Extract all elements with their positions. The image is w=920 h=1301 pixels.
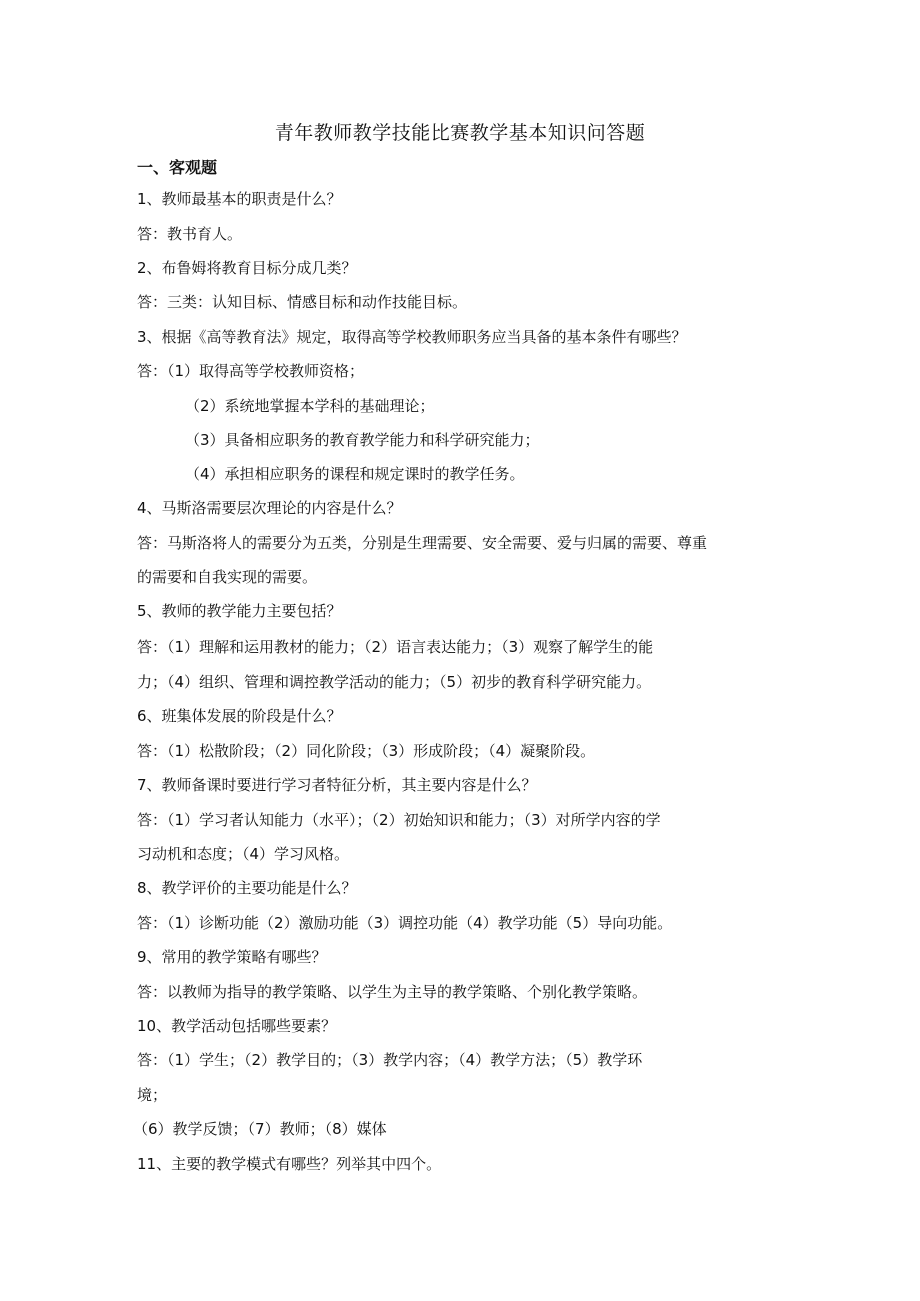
answer-5-line-2: 力；（4）组织、管理和调控教学活动的能力；（5）初步的教育科学研究能力。 [137, 673, 652, 691]
answer-2: 答：三类：认知目标、情感目标和动作技能目标。 [137, 293, 468, 311]
answer-1: 答：教书育人。 [137, 225, 243, 243]
answer-4-line-2: 的需要和自我实现的需要。 [137, 568, 318, 586]
question-4: 4、马斯洛需要层次理论的内容是什么？ [137, 499, 402, 517]
answer-3-item-3: （3）具备相应职务的教育教学能力和科学研究能力； [185, 431, 540, 449]
answer-10-line-1: 答：（1）学生；（2）教学目的；（3）教学内容；（4）教学方法；（5）教学环 [137, 1051, 643, 1069]
answer-5-line-1: 答：（1）理解和运用教材的能力；（2）语言表达能力；（3）观察了解学生的能 [137, 638, 654, 656]
answer-3-item-1: 答：（1）取得高等学校教师资格； [137, 362, 365, 380]
answer-9: 答：以教师为指导的教学策略、以学生为主导的教学策略、个别化教学策略。 [137, 983, 648, 1001]
answer-6: 答：（1）松散阶段；（2）同化阶段；（3）形成阶段；（4）凝聚阶段。 [137, 742, 596, 760]
question-10: 10、教学活动包括哪些要素？ [137, 1017, 337, 1035]
question-3: 3、根据《高等教育法》规定，取得高等学校教师职务应当具备的基本条件有哪些？ [137, 328, 687, 346]
question-2: 2、布鲁姆将教育目标分成几类？ [137, 259, 357, 277]
question-7: 7、教师备课时要进行学习者特征分析，其主要内容是什么？ [137, 776, 537, 794]
document-title: 青年教师教学技能比赛教学基本知识问答题 [274, 122, 646, 144]
question-8: 8、教学评价的主要功能是什么？ [137, 879, 357, 897]
answer-4-line-1: 答：马斯洛将人的需要分为五类，分别是生理需要、安全需要、爱与归属的需要、尊重 [137, 534, 708, 552]
question-9: 9、常用的教学策略有哪些？ [137, 948, 327, 966]
answer-8: 答：（1）诊断功能（2）激励功能（3）调控功能（4）教学功能（5）导向功能。 [137, 914, 673, 932]
answer-3-item-2: （2）系统地掌握本学科的基础理论； [185, 397, 435, 415]
answer-3-item-4: （4）承担相应职务的课程和规定课时的教学任务。 [185, 465, 525, 483]
question-6: 6、班集体发展的阶段是什么？ [137, 707, 342, 725]
question-1: 1、教师最基本的职责是什么？ [137, 190, 342, 208]
answer-7-line-1: 答：（1）学习者认知能力（水平）；（2）初始知识和能力；（3）对所学内容的学 [137, 811, 661, 829]
section-heading: 一、客观题 [137, 158, 218, 177]
answer-10-line-2: 境； [137, 1086, 168, 1104]
answer-10-line-3: （6）教学反馈；（7）教师；（8）媒体 [133, 1120, 387, 1138]
question-5: 5、教师的教学能力主要包括？ [137, 602, 342, 620]
question-11: 11、主要的教学模式有哪些？列举其中四个。 [137, 1155, 442, 1173]
answer-7-line-2: 习动机和态度；（4）学习风格。 [137, 845, 350, 863]
